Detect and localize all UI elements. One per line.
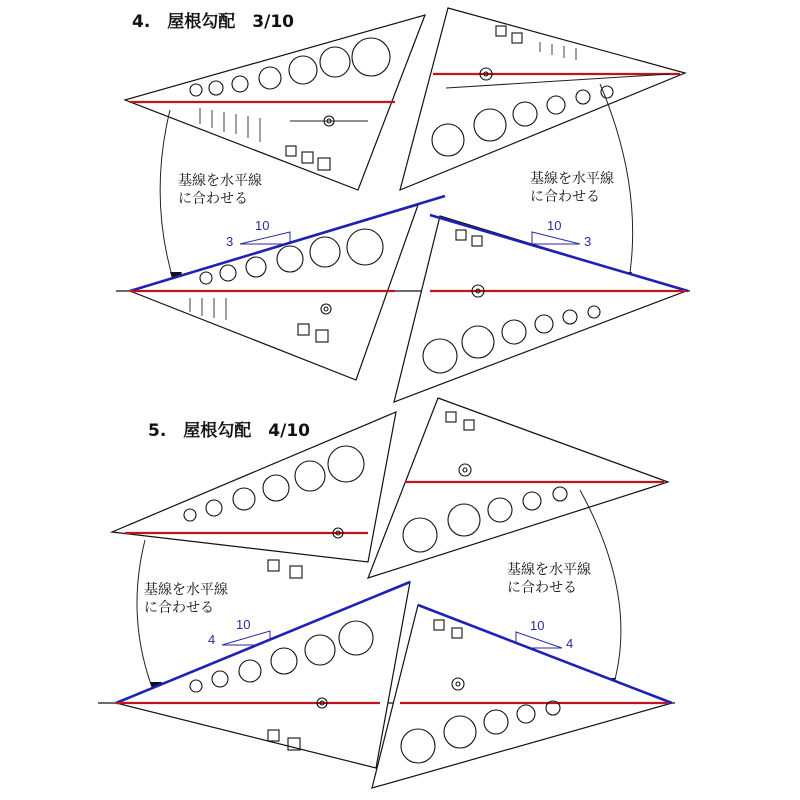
template-triangle-bottom-left (130, 196, 445, 380)
section-4 (116, 8, 690, 402)
svg-text:10: 10 (236, 617, 251, 632)
note-left-line2: に合わせる (178, 191, 248, 207)
note-left-line1-5: 基線を水平線 (144, 582, 228, 598)
svg-text:10: 10 (255, 218, 270, 233)
svg-text:10: 10 (547, 218, 562, 233)
note-left-line1: 基線を水平線 (178, 173, 262, 189)
template-triangle-top-right (400, 8, 685, 190)
template-triangle-top-left (125, 15, 425, 190)
rotation-arrow-right-5 (580, 490, 621, 690)
note-right-line2: に合わせる (530, 189, 600, 205)
section-5-title: 5. 屋根勾配 4/10 (148, 421, 310, 441)
svg-text:4: 4 (566, 636, 574, 651)
svg-text:3: 3 (226, 234, 234, 249)
section-4-title: 4. 屋根勾配 3/10 (132, 12, 294, 32)
svg-text:4: 4 (208, 632, 216, 647)
svg-text:10: 10 (530, 618, 545, 633)
rotation-arrow-left (160, 110, 175, 286)
template-triangle-bottom-right-5 (372, 605, 672, 788)
note-right-line2-5: に合わせる (507, 580, 577, 596)
svg-text:3: 3 (584, 234, 592, 249)
template-triangle-top-right-5 (368, 398, 668, 578)
rotation-arrow-left-5 (137, 540, 155, 695)
note-right-line1-5: 基線を水平線 (507, 562, 591, 578)
section-5 (98, 398, 675, 788)
template-triangle-bottom-right (394, 215, 688, 402)
note-right-line1: 基線を水平線 (530, 171, 614, 187)
note-left-line2-5: に合わせる (144, 600, 214, 616)
slope-indicator-right (532, 218, 591, 249)
